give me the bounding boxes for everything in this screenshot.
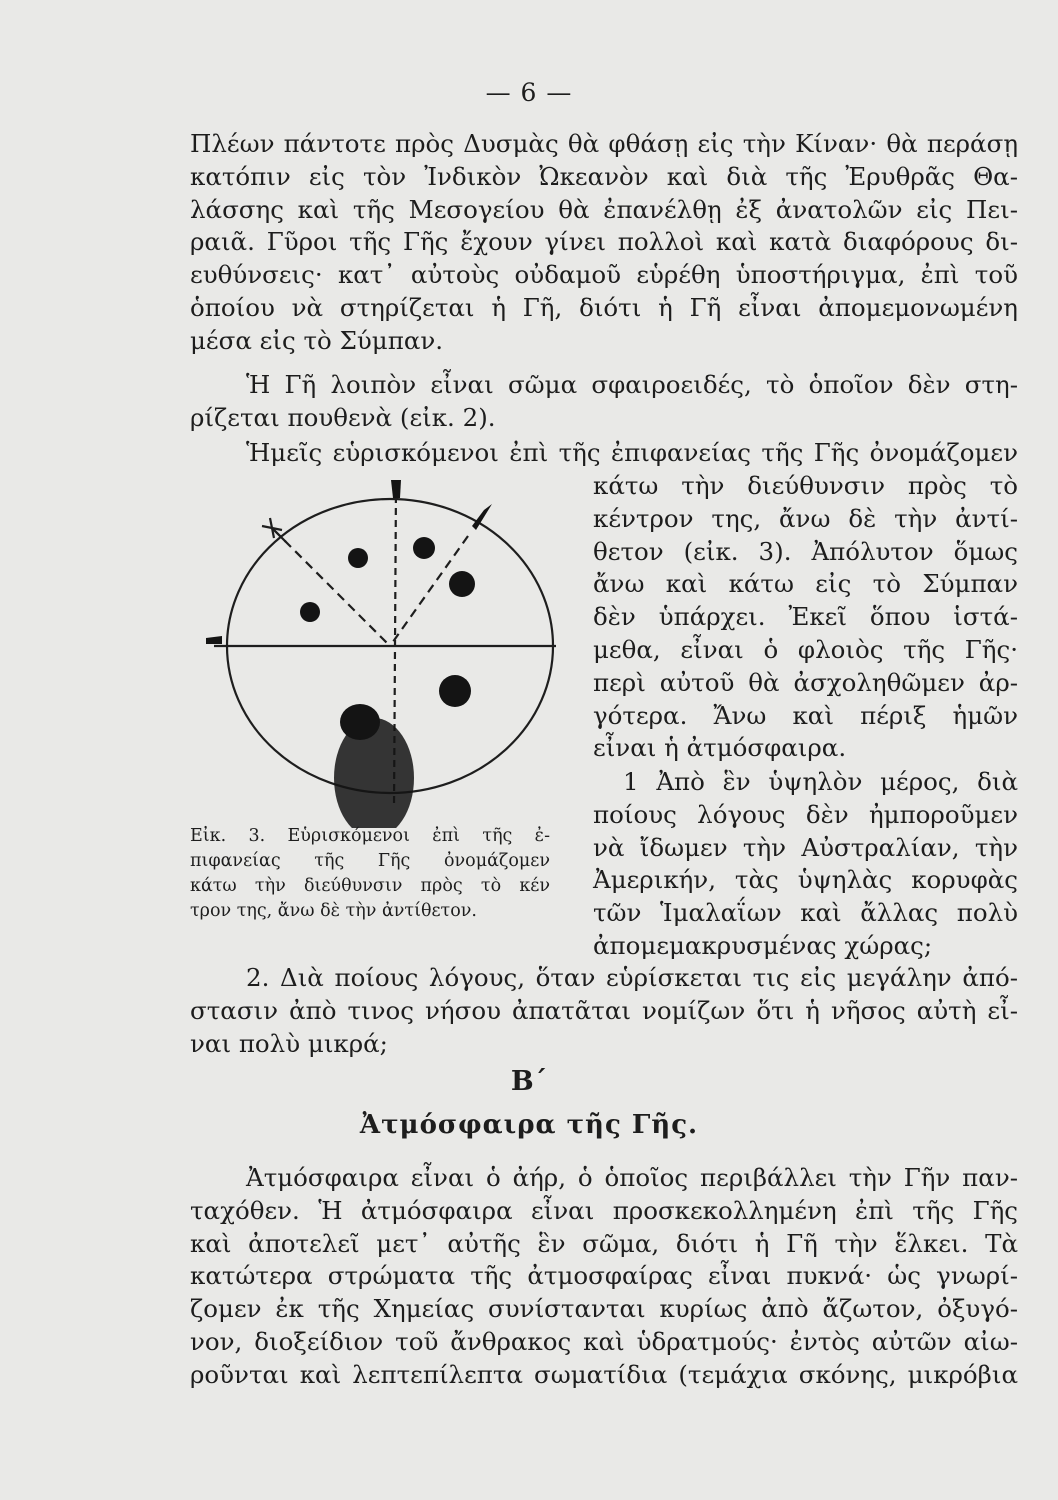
text-line: Ἀμερικήν, τὰς ὑψηλὰς κορυφὰς — [593, 865, 1018, 895]
text-line: λάσσης καὶ τῆς Μεσογείου θὰ ἐπανέλθῃ ἐξ ἀνατολῶν εἰς Πει- — [190, 194, 1018, 224]
text-line: κάτω τὴν διεύθυνσιν πρὸς τὸ — [593, 471, 1018, 500]
text-line: ζομεν ἐκ τῆς Χημείας συνίστανται κυρίως ἀπὸ ἄζωτον, ὀξυγό- — [190, 1294, 1018, 1324]
text-line: ἄνω καὶ κάτω εἰς τὸ Σύμπαν — [593, 569, 1018, 599]
paragraph-2 — [190, 369, 1018, 435]
caption-line: Εἰκ. 3. Εὑρισκόμενοι ἐπὶ τῆς ἐ- — [190, 826, 550, 846]
text-line: νὰ ἴδωμεν τὴν Αὐστραλίαν, τὴν — [593, 832, 1018, 862]
earth-directions-figure — [200, 478, 570, 828]
text-line: ροῦνται καὶ λεπτεπίλεπτα σωματίδια (τεμάχια σκόνης, μικρόβια — [190, 1359, 1018, 1389]
text-line: 2. Διὰ ποίους λόγους, ὅταν εὑρίσκεται τις εἰς μεγάλην ἀπό- — [246, 963, 1018, 992]
figure-caption — [190, 824, 550, 924]
text-line: Ἡ Γῆ λοιπὸν εἶναι σῶμα σφαιροειδές, τὸ ὁποῖον δὲν στη- — [246, 370, 1018, 399]
left-marker-icon — [206, 636, 222, 644]
caption-line: πιφανείας τῆς Γῆς ὀνομάζομεν — [190, 851, 550, 871]
text-line: στασιν ἀπὸ τινος νήσου ἀπατᾶται νομίζων ὅτι ἡ νῆσος αὐτὴ εἶ- — [190, 995, 1018, 1025]
text-line: Ἀτμόσφαιρα εἶναι ὁ ἀήρ, ὁ ὁποῖος περιβάλλει τὴν Γῆν παν- — [246, 1163, 1018, 1192]
text-line: ρίζεται πουθενὰ (εἰκ. 2). — [190, 402, 496, 432]
text-line: Πλέων πάντοτε πρὸς Δυσμὰς θὰ φθάσῃ εἰς τὴν Κίναν· θὰ περάσῃ — [190, 129, 1018, 158]
person-dot — [439, 675, 471, 707]
text-line: ραιᾶ. Γῦροι τῆς Γῆς ἔχουν γίνει πολλοὶ καὶ κατὰ διαφόρους δι- — [190, 227, 1018, 257]
text-line: ναι πολὺ μικρά; — [190, 1028, 388, 1058]
person-dot — [449, 571, 475, 597]
text-line: μέσα εἰς τὸ Σύμπαν. — [190, 325, 444, 355]
paragraph-3-first-line — [190, 437, 1018, 470]
text-line: τῶν Ἱμαλαΐων καὶ ἄλλας πολὺ — [593, 898, 1018, 928]
text-line: Ἡμεῖς εὑρισκόμενοι ἐπὶ τῆς ἐπιφανείας τῆς Γῆς ὀνομάζομεν — [246, 438, 1018, 467]
text-line: εἶναι ἡ ἀτμόσφαιρα. — [593, 733, 847, 763]
text-line: θετον (εἰκ. 3). Ἀπόλυτον ὅμως — [593, 536, 1018, 566]
text-line: 1 Ἀπὸ ἓν ὑψηλὸν μέρος, διὰ — [623, 767, 1018, 796]
person-dot — [300, 602, 320, 622]
caption-line: τρον της, ἄνω δὲ τὴν ἀντίθετον. — [190, 901, 477, 921]
text-line: ποίους λόγους δὲν ἠμποροῦμεν — [593, 799, 1018, 829]
text-line: κέντρον της, ἄνω δὲ τὴν ἀντί- — [593, 503, 1018, 533]
text-line: ευθύνσεις· κατ᾽ αὐτοὺς οὐδαμοῦ εὑρέθη ὑποστήριγμα, ἐπὶ τοῦ — [190, 260, 1018, 290]
text-line: δὲν ὑπάρχει. Ἐκεῖ ὅπου ἱστά- — [593, 602, 1018, 632]
text-line: μεθα, εἶναι ὁ φλοιὸς τῆς Γῆς· — [593, 634, 1018, 664]
caption-line: κάτω τὴν διεύθυνσιν πρὸς τὸ κέν — [190, 876, 550, 896]
paragraph-3-column — [593, 470, 1018, 765]
text-line: κατόπιν εἰς τὸν Ἰνδικὸν Ὠκεανὸν καὶ διὰ τῆς Ἐρυθρᾶς Θα- — [190, 161, 1018, 191]
section-title: Ἀτμόσφαιρα τῆς Γῆς. — [359, 1110, 699, 1140]
paragraph-1 — [190, 128, 1018, 358]
text-line: νον, διοξείδιον τοῦ ἄνθρακος καὶ ὑδρατμούς· ἐντὸς αὐτῶν αἰω- — [190, 1326, 1018, 1356]
text-line: ταχόθεν. Ἡ ἀτμόσφαιρα εἶναι προσκεκολλημένη ἐπὶ τῆς Γῆς — [190, 1195, 1018, 1225]
paragraph-4 — [190, 1162, 1018, 1392]
top-arrow-icon — [391, 480, 401, 498]
text-line: ἀπομεμακρυσμένας χώρας; — [593, 930, 933, 960]
text-line: κατώτερα στρώματα τῆς ἀτμοσφαίρας εἶναι πυκνά· ὡς γνωρί- — [190, 1261, 1018, 1291]
text-line: γότερα. Ἄνω καὶ πέριξ ἡμῶν — [593, 700, 1018, 730]
text-line: καὶ ἀποτελεῖ μετ᾽ αὐτῆς ἓν σῶμα, διότι ἡ Γῆ τὴν ἕλκει. Τὰ — [190, 1228, 1018, 1258]
page-number: — 6 — — [485, 78, 573, 107]
question-1 — [593, 766, 1018, 963]
right-arrow-icon — [472, 504, 492, 530]
left-radius — [274, 530, 390, 646]
text-line: περὶ αὐτοῦ θὰ ἀσχοληθῶμεν ἀρ- — [593, 667, 1018, 697]
text-line: ὁποίου νὰ στηρίζεται ἡ Γῆ, διότι ἡ Γῆ εἶναι ἀπομεμονωμένη — [190, 292, 1018, 322]
question-2 — [190, 962, 1018, 1060]
section-letter: Β΄ — [510, 1066, 548, 1097]
person-dot — [348, 548, 368, 568]
person-dot — [413, 537, 435, 559]
